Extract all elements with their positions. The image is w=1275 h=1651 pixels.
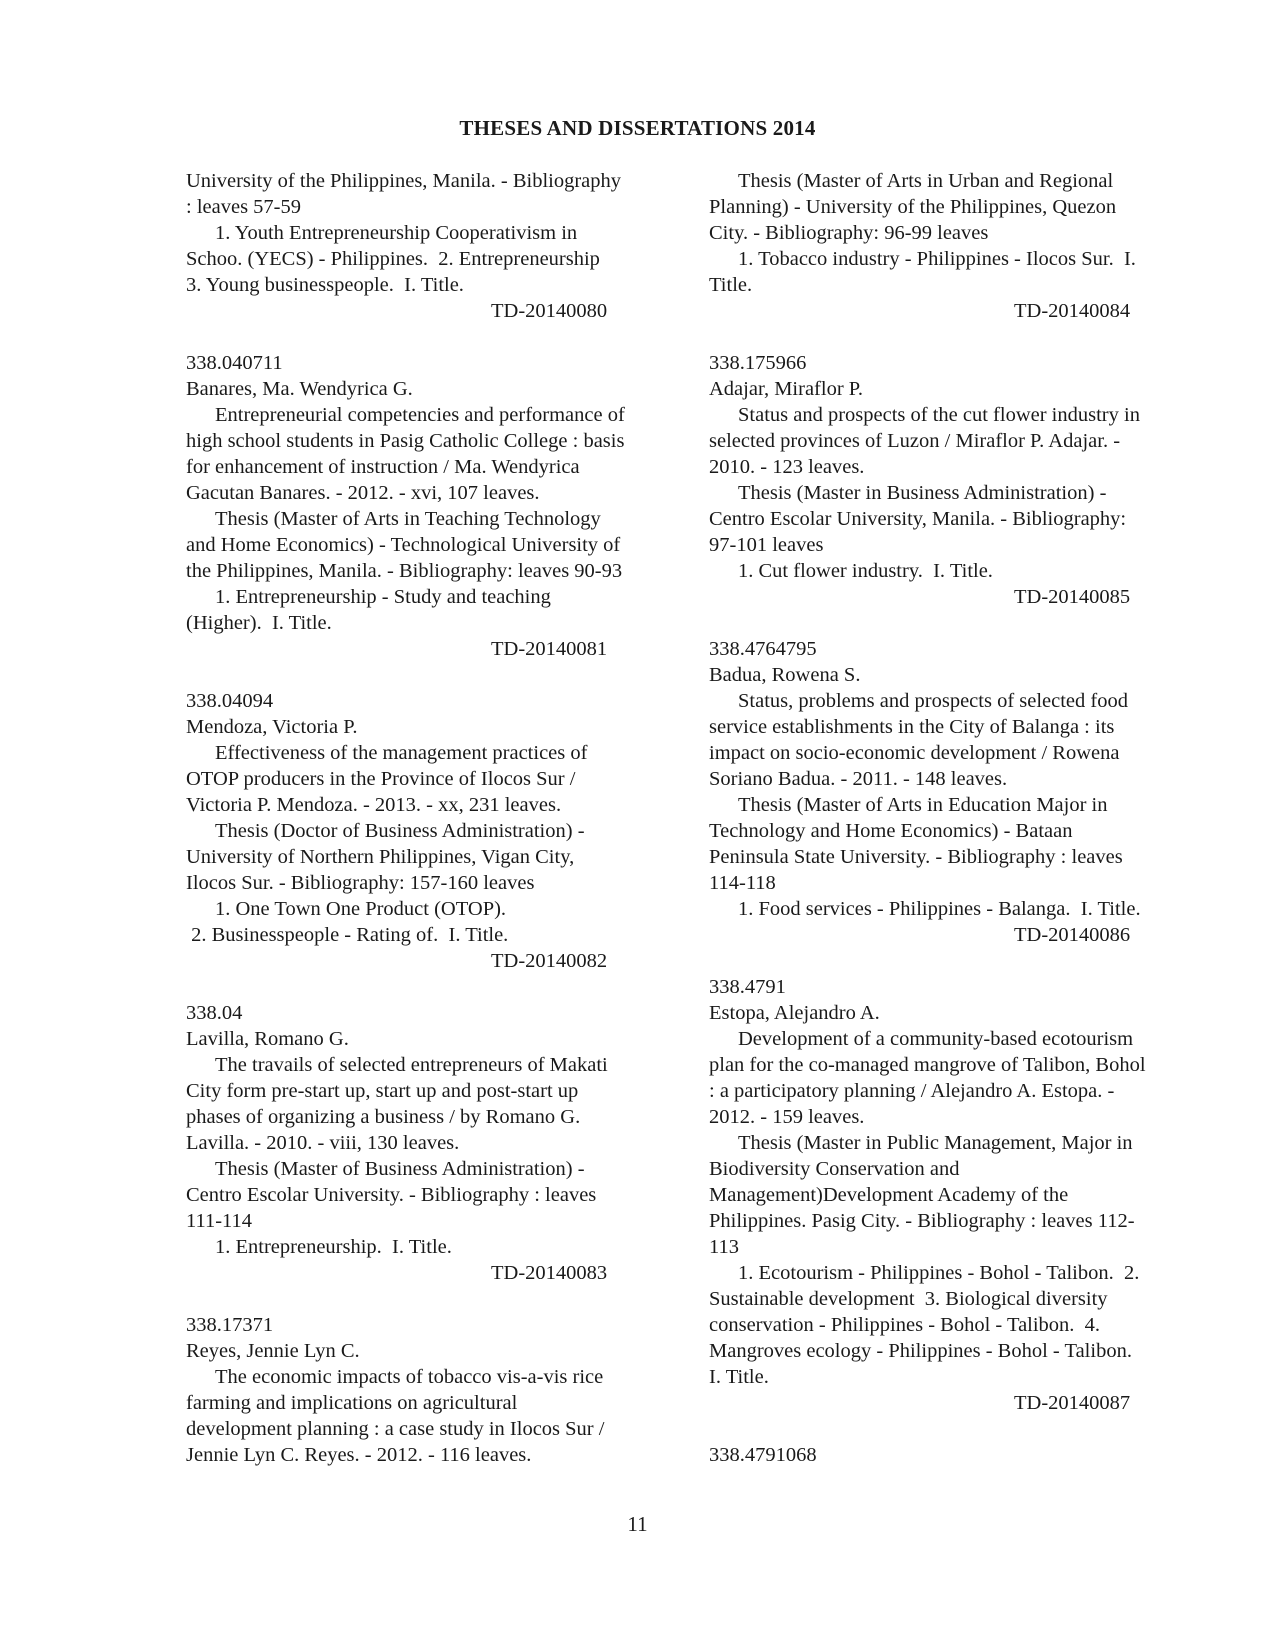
entry-line: Biodiversity Conservation and bbox=[709, 1158, 960, 1180]
entry-line: development planning : a case study in Ilocos Sur / bbox=[186, 1418, 605, 1440]
entry-line: Jennie Lyn C. Reyes. - 2012. - 116 leaves. bbox=[186, 1444, 532, 1466]
entry-line: 338.4764795 bbox=[709, 638, 817, 660]
entry-line: Thesis (Master of Arts in Education Major in bbox=[738, 794, 1108, 816]
entry-line: : a participatory planning / Alejandro A. Estopa. - bbox=[709, 1080, 1115, 1102]
entry-line: selected provinces of Luzon / Miraflor P. Adajar. - bbox=[709, 430, 1121, 452]
entry-line: and Home Economics) - Technological University of bbox=[186, 534, 621, 556]
entry-line: Development of a community-based ecotourism bbox=[738, 1028, 1134, 1050]
entry-line: Effectiveness of the management practices of bbox=[215, 742, 588, 764]
entry-line: 2. Businesspeople - Rating of. I. Title. bbox=[186, 924, 509, 946]
entry-line: Lavilla. - 2010. - viii, 130 leaves. bbox=[186, 1132, 460, 1154]
entry-line: Centro Escolar University, Manila. - Bibliography: bbox=[709, 508, 1127, 530]
entry-line: Sustainable development 3. Biological diversity bbox=[709, 1288, 1108, 1310]
entry-line: Mendoza, Victoria P. bbox=[186, 716, 358, 738]
entry-line: 1. Entrepreneurship - Study and teaching bbox=[215, 586, 551, 608]
catalog-entry bbox=[709, 1442, 1201, 1468]
entry-line: (Higher). I. Title. bbox=[186, 612, 332, 634]
right-column bbox=[709, 168, 1201, 1494]
entry-line: Gacutan Banares. - 2012. - xvi, 107 leaves. bbox=[186, 482, 540, 504]
entry-line: Soriano Badua. - 2011. - 148 leaves. bbox=[709, 768, 1008, 790]
entry-line: Victoria P. Mendoza. - 2013. - xx, 231 leaves. bbox=[186, 794, 562, 816]
entry-line: Badua, Rowena S. bbox=[709, 664, 861, 686]
entry-line: Mangroves ecology - Philippines - Bohol - Talibon. bbox=[709, 1340, 1132, 1362]
entry-line: 338.04 bbox=[186, 1002, 243, 1024]
entry-line: Adajar, Miraflor P. bbox=[709, 378, 864, 400]
accession-number: TD-20140080 bbox=[491, 300, 608, 322]
accession-number: TD-20140081 bbox=[491, 638, 608, 660]
entry-line: The travails of selected entrepreneurs of Makati bbox=[215, 1054, 608, 1076]
entry-line: 2012. - 159 leaves. bbox=[709, 1106, 865, 1128]
catalog-entry bbox=[709, 350, 1201, 610]
accession-number: TD-20140086 bbox=[1014, 924, 1131, 946]
entry-line: Thesis (Doctor of Business Administration) - bbox=[215, 820, 585, 842]
entry-line: Thesis (Master of Arts in Urban and Regional bbox=[738, 170, 1114, 192]
entry-line: Estopa, Alejandro A. bbox=[709, 1002, 880, 1024]
entry-line: Centro Escolar University. - Bibliography : leaves bbox=[186, 1184, 597, 1206]
entry-line: : leaves 57-59 bbox=[186, 196, 301, 218]
catalog-entry bbox=[186, 1312, 676, 1468]
entry-line: University of the Philippines, Manila. - Bibliography bbox=[186, 170, 622, 192]
catalog-entry bbox=[186, 1000, 676, 1286]
entry-line: Status and prospects of the cut flower industry in bbox=[738, 404, 1140, 426]
entry-line: 1. Tobacco industry - Philippines - Ilocos Sur. I. bbox=[738, 248, 1136, 270]
accession-number: TD-20140082 bbox=[491, 950, 608, 972]
entry-line: Peninsula State University. - Bibliography : leaves bbox=[709, 846, 1123, 868]
entry-line: 113 bbox=[709, 1236, 739, 1258]
catalog-entry bbox=[709, 168, 1201, 324]
entry-line: for enhancement of instruction / Ma. Wendyrica bbox=[186, 456, 580, 478]
entry-line: 114-118 bbox=[709, 872, 776, 894]
entry-line: 1. Ecotourism - Philippines - Bohol - Talibon. 2. bbox=[738, 1262, 1140, 1284]
entry-line: 338.17371 bbox=[186, 1314, 274, 1336]
entry-line: Philippines. Pasig City. - Bibliography : leaves 112- bbox=[709, 1210, 1135, 1232]
entry-line: the Philippines, Manila. - Bibliography: leaves 90-93 bbox=[186, 560, 623, 582]
entry-line: 111-114 bbox=[186, 1210, 253, 1232]
entry-line: impact on socio-economic development / Rowena bbox=[709, 742, 1120, 764]
entry-line: 338.4791 bbox=[709, 976, 786, 998]
accession-number: TD-20140083 bbox=[491, 1262, 608, 1284]
entry-line: 1. Food services - Philippines - Balanga. I. Title. bbox=[738, 898, 1141, 920]
entry-line: Entrepreneurial competencies and performance of bbox=[215, 404, 625, 426]
entry-line: University of Northern Philippines, Vigan City, bbox=[186, 846, 575, 868]
entry-line: plan for the co-managed mangrove of Talibon, Bohol bbox=[709, 1054, 1146, 1076]
entry-line: 338.04094 bbox=[186, 690, 274, 712]
entry-line: Management)Development Academy of the bbox=[709, 1184, 1069, 1206]
entry-line: Planning) - University of the Philippines, Quezon bbox=[709, 196, 1117, 218]
entry-line: Schoo. (YECS) - Philippines. 2. Entrepreneurship bbox=[186, 248, 600, 270]
entry-line: Thesis (Master of Arts in Teaching Technology bbox=[215, 508, 601, 530]
entry-line: City form pre-start up, start up and post-start up bbox=[186, 1080, 579, 1102]
entry-line: City. - Bibliography: 96-99 leaves bbox=[709, 222, 989, 244]
entry-line: Reyes, Jennie Lyn C. bbox=[186, 1340, 360, 1362]
accession-number: TD-20140085 bbox=[1014, 586, 1131, 608]
page-number: 11 bbox=[627, 1512, 648, 1536]
entry-line: farming and implications on agricultural bbox=[186, 1392, 518, 1414]
entry-line: Thesis (Master in Public Management, Major in bbox=[738, 1132, 1133, 1154]
catalog-entry bbox=[709, 974, 1201, 1416]
catalog-entry bbox=[709, 636, 1201, 948]
entry-line: Status, problems and prospects of selected food bbox=[738, 690, 1128, 712]
entry-line: Thesis (Master in Business Administration) - bbox=[738, 482, 1107, 504]
entry-line: The economic impacts of tobacco vis-a-vis rice bbox=[215, 1366, 604, 1388]
entry-line: service establishments in the City of Balanga : its bbox=[709, 716, 1115, 738]
entry-line: Technology and Home Economics) - Bataan bbox=[709, 820, 1073, 842]
entry-line: Ilocos Sur. - Bibliography: 157-160 leaves bbox=[186, 872, 535, 894]
entry-line: 97-101 leaves bbox=[709, 534, 824, 556]
page-title: THESES AND DISSERTATIONS 2014 bbox=[459, 116, 816, 140]
accession-number: TD-20140087 bbox=[1014, 1392, 1131, 1414]
entry-line: 338.175966 bbox=[709, 352, 807, 374]
entry-line: 1. One Town One Product (OTOP). bbox=[215, 898, 507, 920]
entry-line: OTOP producers in the Province of Ilocos Sur / bbox=[186, 768, 576, 790]
entry-line: Banares, Ma. Wendyrica G. bbox=[186, 378, 413, 400]
entry-line: 338.4791068 bbox=[709, 1444, 817, 1466]
catalog-entry bbox=[186, 688, 676, 974]
entry-line: 1. Youth Entrepreneurship Cooperativism in bbox=[215, 222, 578, 244]
entry-line: 1. Cut flower industry. I. Title. bbox=[738, 560, 993, 582]
entry-line: high school students in Pasig Catholic College : basis bbox=[186, 430, 625, 452]
entry-line: I. Title. bbox=[709, 1366, 769, 1388]
catalog-entry bbox=[186, 350, 676, 662]
catalog-entry bbox=[186, 168, 676, 324]
entry-line: Lavilla, Romano G. bbox=[186, 1028, 349, 1050]
left-column bbox=[186, 168, 676, 1494]
entry-line: Thesis (Master of Business Administration) - bbox=[215, 1158, 585, 1180]
entry-line: conservation - Philippines - Bohol - Talibon. 4. bbox=[709, 1314, 1101, 1336]
entry-line: Title. bbox=[709, 274, 753, 296]
accession-number: TD-20140084 bbox=[1014, 300, 1131, 322]
entry-line: 1. Entrepreneurship. I. Title. bbox=[215, 1236, 452, 1258]
entry-line: 2010. - 123 leaves. bbox=[709, 456, 865, 478]
entry-line: 3. Young businesspeople. I. Title. bbox=[186, 274, 464, 296]
entry-line: 338.040711 bbox=[186, 352, 283, 374]
entry-line: phases of organizing a business / by Romano G. bbox=[186, 1106, 581, 1128]
